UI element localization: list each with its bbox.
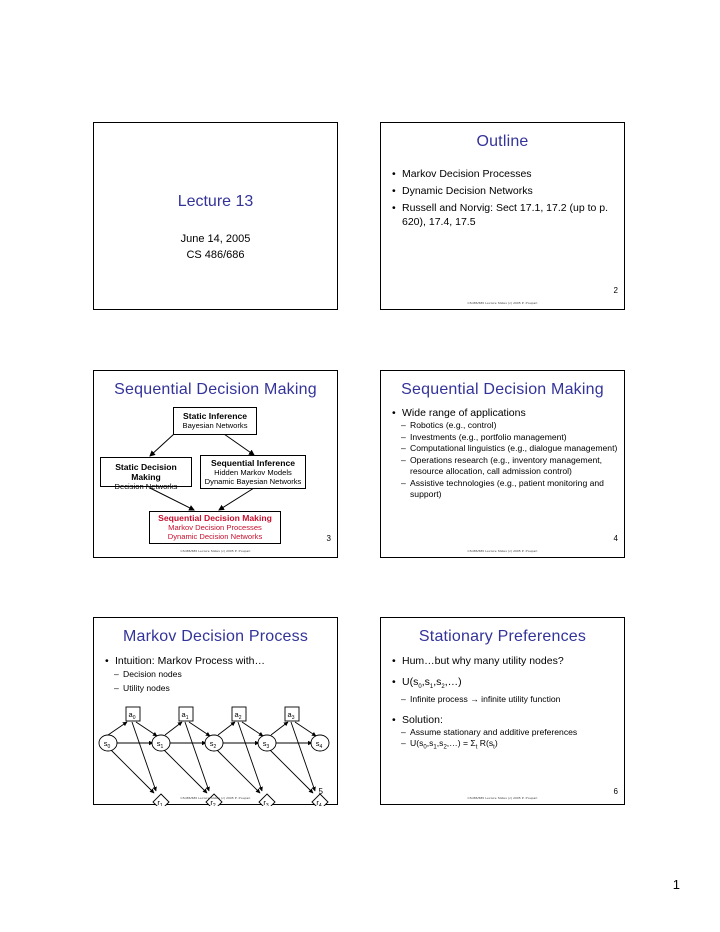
outline-list (391, 167, 618, 229)
mdp-diagram (94, 618, 339, 806)
utility-node-label: $r_2$ (210, 798, 216, 806)
list-item: – Decision nodes (104, 669, 331, 681)
decision-node-label: $a_0$ (128, 710, 136, 721)
list-item: • Markov Decision Processes (391, 167, 618, 181)
list-item: • Wide range of applications (391, 406, 618, 420)
decision-node-label: $a_3$ (287, 710, 295, 721)
list-item: • Intuition: Markov Process with… (104, 654, 331, 668)
static-inference-box: Static Inference Bayesian Networks (173, 407, 257, 435)
slide-number: 5 (318, 787, 323, 796)
slide-footer: CS486/686 Lecture Slides (c) 2005 P. Poupart (467, 301, 538, 305)
slide-6 (380, 617, 625, 805)
state-node-label: $s_1$ (156, 739, 164, 750)
list-item: – $U(s_0,s_1,s_2,\dots) = \Sigma_t$ $R(s_t)$ (391, 738, 618, 754)
slide-title: Sequential Decision Making (114, 381, 317, 398)
slide-number: 6 (613, 787, 618, 796)
utility-node-label: $r_3$ (263, 798, 269, 806)
list-item: – Assistive technologies (e.g., patient monitoring and support) (391, 478, 618, 501)
slide-1 (93, 122, 338, 310)
slide-number: 4 (613, 534, 618, 543)
list-item: • Solution: (391, 713, 618, 727)
slide-5 (93, 617, 338, 805)
page-number: 1 (672, 877, 680, 892)
state-node-label: $s_3$ (262, 739, 270, 750)
slide-title: Sequential Decision Making (401, 381, 604, 398)
list-item: • Dynamic Decision Networks (391, 184, 618, 198)
list-item: – Operations research (e.g., inventory management, resource allocation, call admission control) (391, 455, 618, 478)
list-item: – Computational linguistics (e.g., dialogue management) (391, 443, 618, 455)
static-decision-box: Static Decision Making Decision Networks (100, 457, 192, 487)
slide-title: Markov Decision Process (122, 628, 309, 645)
slide-footer: CS486/686 Lecture Slides (c) 2005 P. Poupart (180, 549, 251, 553)
utility-node-label: $r_4$ (316, 798, 322, 806)
list-item: – Utility nodes (104, 683, 331, 695)
preferences-list (391, 654, 618, 754)
list-item: • Russell and Norvig: Sect 17.1, 17.2 (up to p. 620), 17.4, 17.5 (391, 201, 618, 229)
decision-node-label: $a_1$ (181, 710, 189, 721)
list-item: • Hum…but why many utility nodes? (391, 654, 618, 668)
utility-node-label: $r_1$ (157, 798, 163, 806)
applications-list (391, 406, 618, 501)
slide-title: Stationary Preferences (418, 628, 587, 645)
list-item: – Assume stationary and additive preferences (391, 727, 618, 739)
sequential-decision-box: Sequential Decision Making Markov Decision Processes Dynamic Decision Networks (149, 511, 281, 544)
state-node-label: $s_0$ (103, 739, 111, 750)
slide-number: 2 (613, 286, 618, 295)
list-item: • $U(s_0,s_1,s_2,\dots)$ (391, 675, 618, 694)
slide-4 (380, 370, 625, 558)
slide-3 (93, 370, 338, 558)
slide-footer: CS486/686 Lecture Slides (c) 2005 P. Poupart (467, 549, 538, 553)
slide-2 (380, 122, 625, 310)
state-node-label: $s_4$ (315, 739, 323, 750)
slide-title: Outline (476, 133, 529, 150)
slide-footer: CS486/686 Lecture Slides (c) 2005 P. Poupart (180, 796, 251, 800)
lecture-date: June 14, 2005 (180, 233, 251, 245)
course-code: CS 486/686 (186, 249, 245, 261)
state-node-label: $s_2$ (209, 739, 217, 750)
list-item: – Investments (e.g., portfolio management) (391, 432, 618, 444)
slide-footer: CS486/686 Lecture Slides (c) 2005 P. Poupart (467, 796, 538, 800)
list-item: – Infinite process → infinite utility function (391, 694, 618, 706)
list-item: – Robotics (e.g., control) (391, 420, 618, 432)
sequential-inference-box: Sequential Inference Hidden Markov Models Dynamic Bayesian Networks (200, 455, 306, 489)
lecture-title: Lecture 13 (177, 193, 254, 210)
slide-number: 3 (326, 534, 331, 543)
decision-node-label: $a_2$ (234, 710, 242, 721)
